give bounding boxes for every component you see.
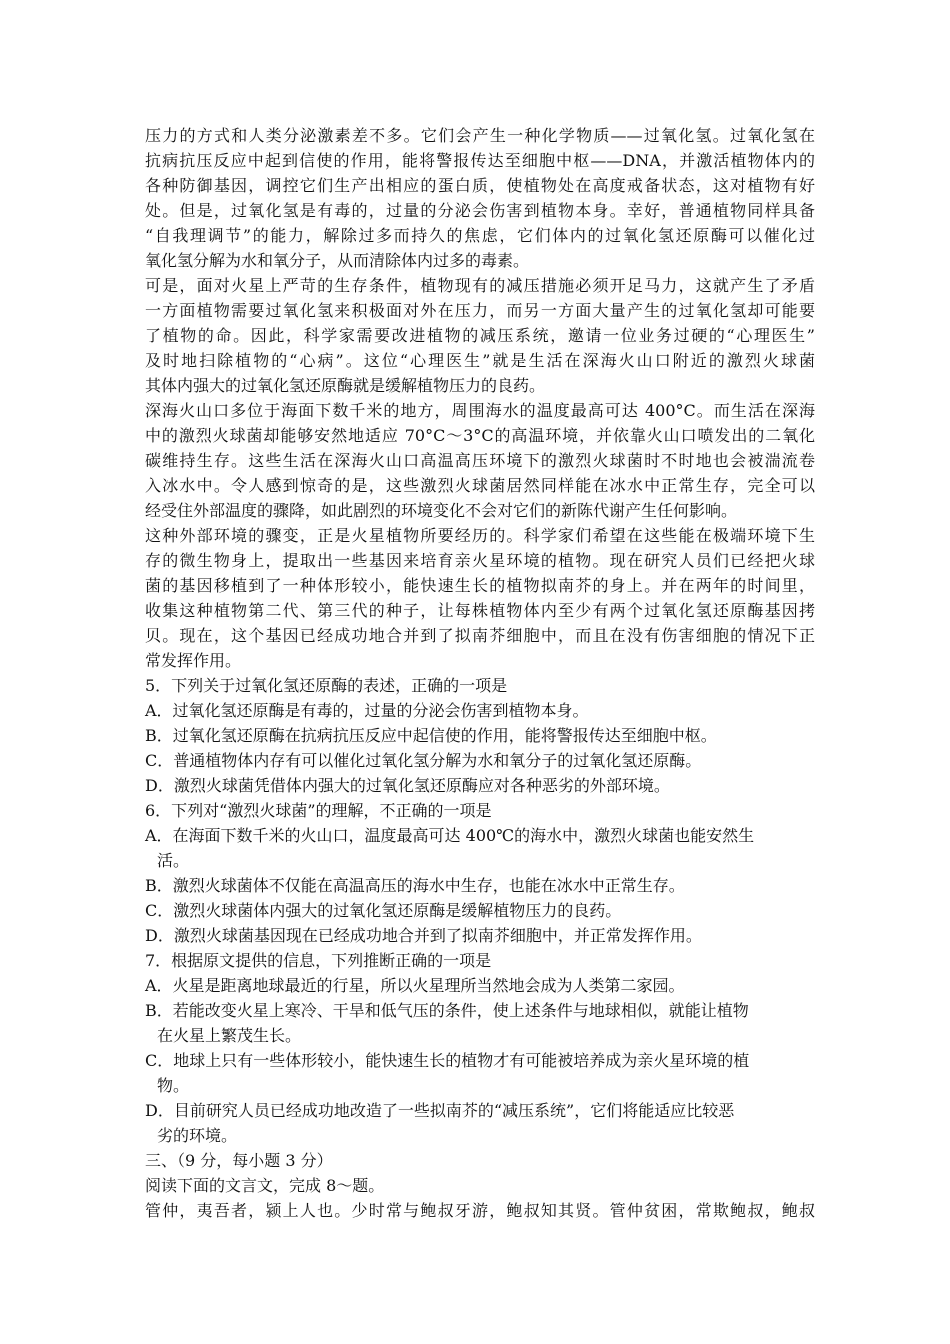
passage-line: “自我理调节”的能力，解除过多而持久的焦虑，它们体内的过氧化氢还原酶可以催化过 (145, 226, 815, 245)
passage-line: 常发挥作用。 (145, 651, 242, 670)
passage-line: 及时地扫除植物的“心病”。这位“心理医生”就是生活在深海火山口附近的激烈火球菌 (145, 351, 815, 370)
option-b: B．激烈火球菌体不仅能在高温高压的海水中生存，也能在冰水中正常生存。 (145, 876, 685, 895)
option-a: A．火星是距离地球最近的行星，所以火星理所当然地会成为人类第二家园。 (145, 976, 685, 995)
option-b-continued: 在火星上繁茂生长。 (157, 1026, 302, 1045)
passage-line: 这种外部环境的骤变，正是火星植物所要经历的。科学家们希望在这些能在极端环境下生 (145, 526, 815, 545)
passage-line: 深海火山口多位于海面下数千米的地方，周围海水的温度最高可达 400°C。而生活在深海 (145, 401, 815, 420)
passage-line: 菌的基因移植到了一种体形较小，能快速生长的植物拟南芥的身上。并在两年的时间里， (145, 576, 815, 595)
option-a: A．在海面下数千米的火山口，温度最高可达 400℃的海水中，激烈火球菌也能安然生 (145, 826, 755, 845)
option-d: D．激烈火球菌凭借体内强大的过氧化氢还原酶应对各种恶劣的外部环境。 (145, 776, 670, 795)
passage-line: 经受住外部温度的骤降，如此剧烈的环境变化不会对它们的新陈代谢产生任何影响。 (145, 501, 738, 520)
passage-line: 中的激烈火球菌却能够安然地适应 70°C～3°C的高温环境，并依靠火山口喷发出的二氧化 (145, 426, 815, 445)
option-b: B．过氧化氢还原酶在抗病抗压反应中起信使的作用，能将警报传达至细胞中枢。 (145, 726, 717, 745)
passage-line: 贝。现在，这个基因已经成功地合并到了拟南芥细胞中，而且在没有伤害细胞的情况下正 (145, 626, 815, 645)
question-stem: 6．下列对“激烈火球菌”的理解，不正确的一项是 (145, 801, 492, 820)
passage-line: 压力的方式和人类分泌激素差不多。它们会产生一种化学物质——过氧化氢。过氧化氢在 (145, 126, 815, 145)
passage-line: 其体内强大的过氧化氢还原酶就是缓解植物压力的良药。 (145, 376, 546, 395)
section-instruction: 阅读下面的文言文，完成 8～题。 (145, 1176, 385, 1195)
passage-line: 处。但是，过氧化氢是有毒的，过量的分泌会伤害到植物本身。幸好，普通植物同样具备 (145, 201, 815, 220)
option-b: B．若能改变火星上寒冷、干旱和低气压的条件，使上述条件与地球相似，就能让植物 (145, 1001, 749, 1020)
option-a-continued: 活。 (157, 851, 190, 870)
passage-line: 收集这种植物第二代、第三代的种子，让每株植物体内至少有两个过氧化氢还原酶基因拷 (145, 601, 815, 620)
passage-line: 一方面植物需要过氧化氢来积极面对外在压力，而另一方面大量产生的过氧化氢却可能要 (145, 301, 815, 320)
option-d: D．目前研究人员已经成功地改造了一些拟南芥的“减压系统”，它们将能适应比较恶 (145, 1101, 735, 1120)
passage-line: 入冰水中。令人感到惊奇的是，这些激烈火球菌居然同样能在冰水中正常生存，完全可以 (145, 476, 815, 495)
classical-text-line: 管仲，夷吾者，颍上人也。少时常与鲍叔牙游，鲍叔知其贤。管仲贫困，常欺鲍叔，鲍叔 (145, 1201, 815, 1220)
option-c: C．地球上只有一些体形较小，能快速生长的植物才有可能被培养成为亲火星环境的植 (145, 1051, 750, 1070)
option-c: C．普通植物体内存有可以催化过氧化氢分解为水和氧分子的过氧化氢还原酶。 (145, 751, 702, 770)
option-d: D．激烈火球菌基因现在已经成功地合并到了拟南芥细胞中，并正常发挥作用。 (145, 926, 702, 945)
option-d-continued: 劣的环境。 (157, 1126, 238, 1145)
option-c-continued: 物。 (157, 1076, 190, 1095)
question-stem: 5．下列关于过氧化氢还原酶的表述，正确的一项是 (145, 676, 508, 695)
passage-line: 了植物的命。因此，科学家需要改进植物的减压系统，邀请一位业务过硬的“心理医生” (145, 326, 815, 345)
section-heading: 三、（9 分，每小题 3 分） (145, 1151, 333, 1170)
passage-line: 可是，面对火星上严苛的生存条件，植物现有的减压措施必须开足马力，这就产生了矛盾 (145, 276, 815, 295)
passage-line: 各种防御基因，调控它们生产出相应的蛋白质，使植物处在高度戒备状态，这对植物有好 (145, 176, 815, 195)
option-a: A．过氧化氢还原酶是有毒的，过量的分泌会伤害到植物本身。 (145, 701, 589, 720)
option-c: C．激烈火球菌体内强大的过氧化氢还原酶是缓解植物压力的良药。 (145, 901, 622, 920)
question-stem: 7．根据原文提供的信息，下列推断正确的一项是 (145, 951, 492, 970)
passage-line: 存的微生物身上，提取出一些基因来培育亲火星环境的植物。现在研究人员们已经把火球 (145, 551, 815, 570)
passage-line: 碳维持生存。这些生活在深海火山口高温高压环境下的激烈火球菌时不时地也会被湍流卷 (145, 451, 815, 470)
passage-line: 抗病抗压反应中起到信使的作用，能将警报传达至细胞中枢——DNA，并激活植物体内的 (145, 151, 815, 170)
passage-line: 氧化氢分解为水和氧分子，从而清除体内过多的毒素。 (145, 251, 530, 270)
